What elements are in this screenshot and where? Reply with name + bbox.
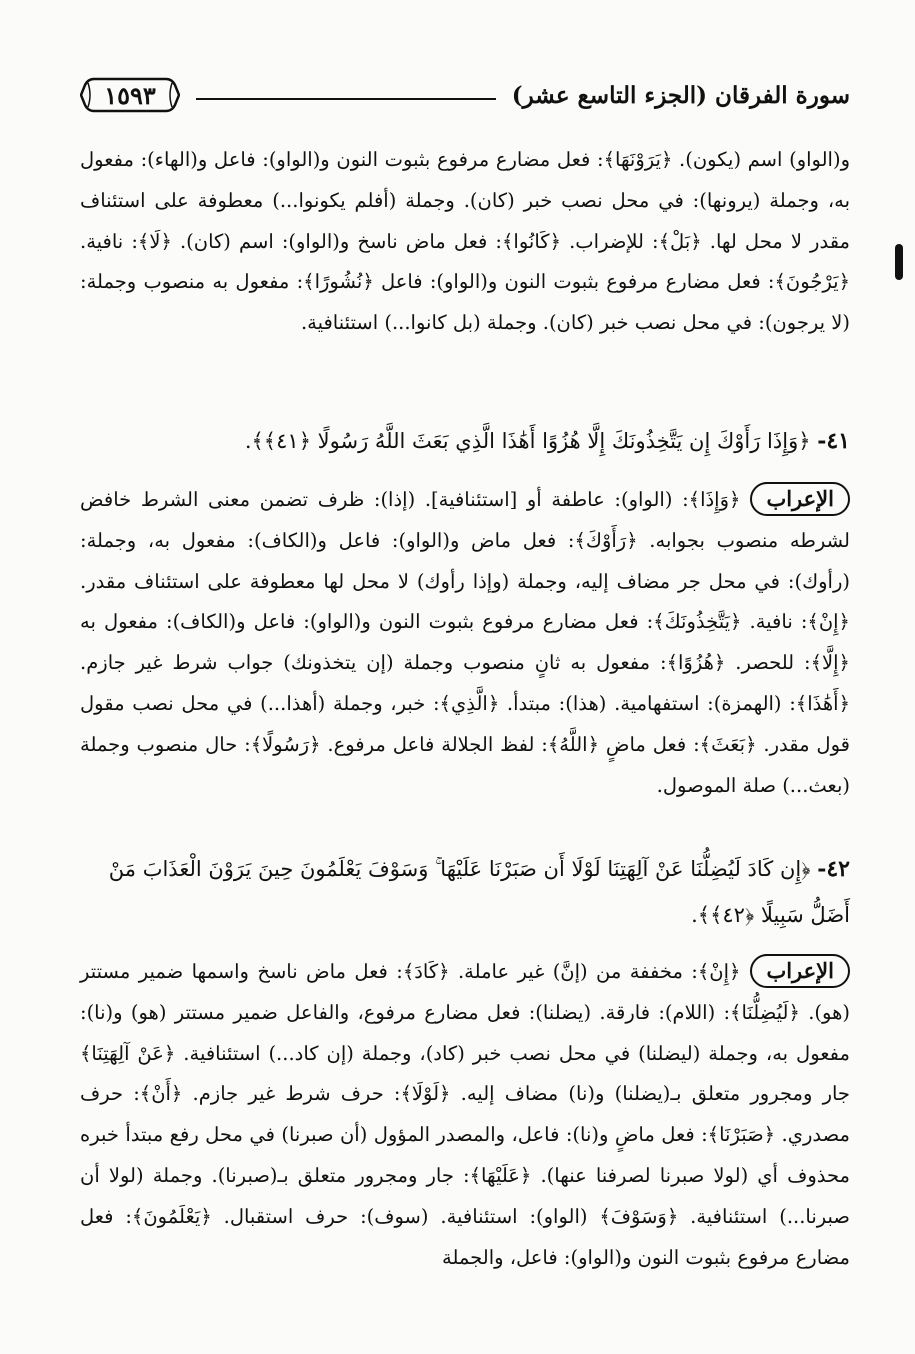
page-number: ١٥٩٣ xyxy=(104,80,156,110)
header-title: سورة الفرقان (الجزء التاسع عشر) xyxy=(511,81,850,109)
margin-mark xyxy=(895,244,903,280)
header-rule xyxy=(196,98,496,100)
page-number-frame xyxy=(80,77,180,113)
ayah-42-number: ٤٢- xyxy=(817,856,850,882)
ayah-41-text: ﴿وَإِذَا رَأَوْكَ إِن يَتَّخِذُونَكَ إِلَّا هُزُوًا أَهَٰذَا الَّذِي بَعَثَ اللَّهُ رَسُولًا ﴿٤١﴾﴾. xyxy=(244,429,811,453)
ayah-41 xyxy=(80,418,850,464)
irab-42 xyxy=(80,952,850,1278)
irab-42-text: ﴿إِنْ﴾: مخففة من (إنَّ) غير عاملة. ﴿كَادَ﴾: فعل ماض ناسخ واسمها ضمير مستتر (هو). ﴿لَيُضِلُّنَا﴾: (اللام): فارقة. (يضلنا): فعل مضارع مرفوع، والفاعل ضمير مستتر (هو) و(نا): مفعول به، وجملة (ليضلنا) في محل نصب خبر (كاد)، وجملة (إن كاد...) استئنافية. ﴿عَنْ آلِهَتِنَا﴾ جار ومجرور متعلق بـ(يضلنا) و(نا) مضاف إليه. ﴿لَوْلَا﴾: حرف شرط غير جازم. ﴿أَنْ﴾: حرف مصدري. ﴿صَبَرْنَا﴾: فعل ماضٍ و(نا): فاعل، والمصدر المؤول (أن صبرنا) في محل رفع مبتدأ خبره محذوف أي (لولا صبرنا لصرفنا عنها). ﴿عَلَيْهَا﴾: جار ومجرور متعلق بـ(صبرنا). وجملة (لولا أن صبرنا...) استئنافية. ﴿وَسَوْفَ﴾ (الواو): استئنافية. (سوف): حرف استقبال. ﴿يَعْلَمُونَ﴾: فعل مضارع مرفوع بثبوت النون و(الواو): فاعل، والجملة xyxy=(80,960,850,1269)
paragraph-continuation: و(الواو) اسم (يكون). ﴿يَرَوْنَهَا﴾: فعل مضارع مرفوع بثبوت النون و(الواو): فاعل و(الهاء): مفعول به، وجملة (يرونها): في محل نصب خبر (كان). وجملة (أفلم يكونوا...) معطوفة على استئناف مقدر لا محل لها. ﴿بَلْ﴾: للإضراب. ﴿كَانُوا﴾: فعل ماض ناسخ و(الواو): اسم (كان). ﴿لَا﴾: نافية. ﴿يَرْجُونَ﴾: فعل مضارع مرفوع بثبوت النون و(الواو): فاعل ﴿نُشُورًا﴾: مفعول به منصوب وجملة: (لا يرجون): في محل نصب خبر (كان). وجملة (بل كانوا...) استئنافية. xyxy=(80,148,850,335)
irab-label-42: الإعراب xyxy=(750,954,850,988)
irab-41-text: ﴿وَإِذَا﴾: (الواو): عاطفة أو [استئنافية]. (إذا): ظرف تضمن معنى الشرط خافض لشرطه منصوب بجوابه. ﴿رَأَوْكَ﴾: فعل ماض و(الواو): فاعل و(الكاف): مفعول به، وجملة: (رأوك): في محل جر مضاف إليه، وجملة (وإذا رأوك) لا محل لها معطوفة على استئناف مقدر. ﴿إِنْ﴾: نافية. ﴿يَتَّخِذُونَكَ﴾: فعل مضارع مرفوع بثبوت النون و(الواو): فاعل و(الكاف): مفعول به ﴿إِلَّا﴾: للحصر. ﴿هُزُوًا﴾: مفعول به ثانٍ منصوب وجملة (إن يتخذونك) جواب شرط غير جازم. ﴿أَهَٰذَا﴾: (الهمزة): استفهامية. (هذا): مبتدأ. ﴿الَّذِي﴾: خبر، وجملة (أهذا...) في محل نصب مقول قول مقدر. ﴿بَعَثَ﴾: فعل ماضٍ ﴿اللَّهُ﴾: لفظ الجلالة فاعل مرفوع. ﴿رَسُولًا﴾: حال منصوب وجملة (بعث...) صلة الموصول. xyxy=(80,488,851,797)
ayah-42-text: ﴿إِن كَادَ لَيُضِلُّنَا عَنْ آلِهَتِنَا لَوْلَا أَن صَبَرْنَا عَلَيْهَا ۚ وَسَوْفَ يَعْلَمُونَ حِينَ يَرَوْنَ الْعَذَابَ مَنْ أَضَلُّ سَبِيلًا ﴿٤٢﴾﴾. xyxy=(108,857,850,927)
ayah-41-number: ٤١- xyxy=(817,428,850,454)
ayah-42 xyxy=(80,846,850,938)
irab-41 xyxy=(80,480,850,806)
irab-label-41: الإعراب xyxy=(750,482,850,516)
running-header xyxy=(80,72,850,118)
